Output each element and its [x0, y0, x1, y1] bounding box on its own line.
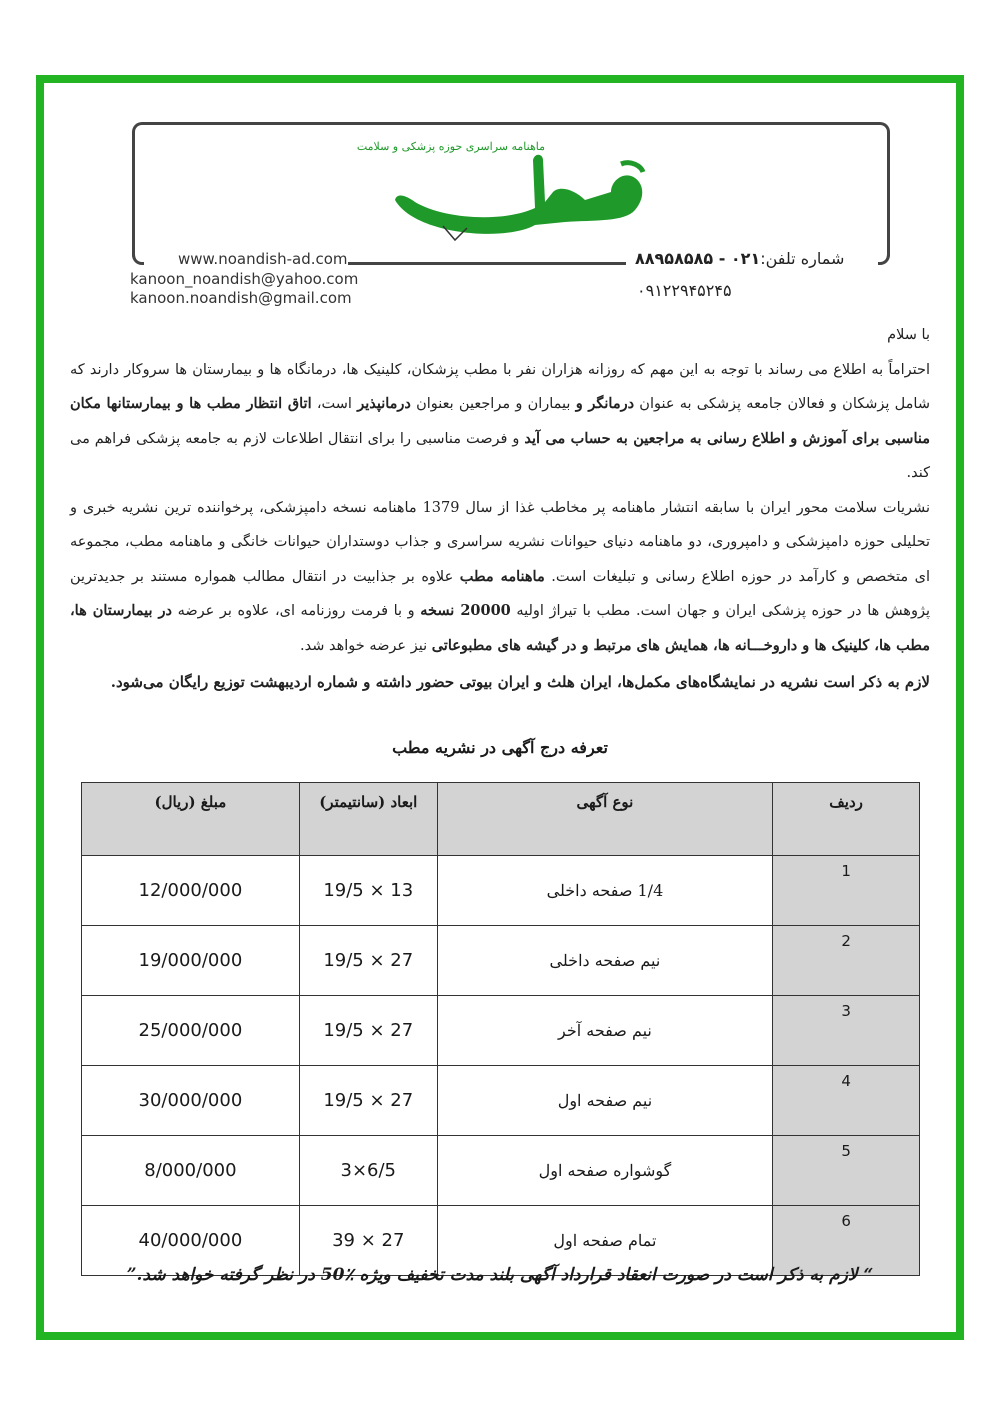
svg-text:ماهنامه سراسری حوزه پزشکی و سل: ماهنامه سراسری حوزه پزشکی و سلامت: [356, 140, 545, 153]
cell-ad-type: 1/4 صفحه داخلی: [437, 856, 773, 926]
cell-price: 40/000/000: [82, 1206, 300, 1276]
cell-dimensions: 27 × 19/5: [299, 926, 437, 996]
header-dimensions: ابعاد (سانتیمتر): [299, 783, 437, 856]
email-gmail[interactable]: kanoon.noandish@gmail.com: [130, 289, 352, 307]
table-row: [82, 926, 920, 996]
email-yahoo[interactable]: kanoon_noandish@yahoo.com: [130, 270, 359, 288]
paragraph-intro: احتراماً به اطلاع می رساند با توجه به این مهم که روزانه هزاران نفر با مطب پزشکان، کلینیک ها، درمانگاه ها و بیمارستان ها سروکار دارند که شامل پزشکان و فعالان جامعه پزشکی به عنوان درمانگر و بیماران و مراجعین بعنوان درمانپذیر است، اتاق انتظار مطب ها و بیمارستانها مکان مناسبی برای آموزش و اطلاع رسانی به مراجعین به حساب می آید و فرصت مناسبی را برای انتقال اطلاعات لازم به جامعه پزشکی فراهم می کند.: [70, 361, 931, 481]
pricing-table: [81, 782, 920, 1276]
phone-label: شماره تلفن:: [760, 249, 845, 268]
phone-number: ۰۲۱ - ۸۸۹۵۸۵۸۵: [635, 249, 761, 268]
cell-row-number: 6: [773, 1206, 920, 1276]
letter-body: [70, 318, 930, 700]
cell-price: 25/000/000: [82, 996, 300, 1066]
paragraph-publisher: نشریات سلامت محور ایران با سابقه انتشار ماهنامه پر مخاطب غذا از سال 1379 ماهنامه نسخه دامپزشکی، پرخواننده ترین نشریه خبری و تحلیلی حوزه دامپزشکی و دامپروری، دو ماهنامه دنیای حیوانات نشریه سراسری و جذاب دوستداران حیوانات خانگی و ماهنامه مطب، مجموعه ای متخصص و کارآمد در حوزه اطلاع رسانی و تبلیغات است. ماهنامه مطب علاوه بر جذابیت در انتقال مطالب همواره مستند بر جدیدترین پژوهش ها در حوزه پزشکی ایران و جهان است. مطب با تیراژ اولیه 20000 نسخه و با فرمت روزنامه ای، علاوه بر عرضه در بیمارستان ها، مطب ها، کلینیک ها و داروخـــانه ها، همایش های مرتبط و در گیشه های مطبوعاتی نیز عرضه خواهد شد.: [70, 499, 930, 654]
table-row: [82, 856, 920, 926]
cell-ad-type: نیم صفحه آخر: [437, 996, 773, 1066]
cell-dimensions: 27 × 19/5: [299, 1066, 437, 1136]
cell-row-number: 4: [773, 1066, 920, 1136]
greeting: با سلام: [887, 327, 930, 343]
website-text[interactable]: www.noandish-ad.com: [178, 250, 348, 268]
cell-row-number: 3: [773, 996, 920, 1066]
header-row-number: ردیف: [773, 783, 920, 856]
cell-dimensions: 13 × 19/5: [299, 856, 437, 926]
cell-dimensions: 27 × 39: [299, 1206, 437, 1276]
cell-price: 19/000/000: [82, 926, 300, 996]
cell-price: 30/000/000: [82, 1066, 300, 1136]
discount-note: “ لازم به ذکر است در صورت انعقاد قرارداد آگهی بلند مدت تخفیف ویژه ٪50 در نظر گرفته خواهد شد.”: [126, 1265, 874, 1285]
cell-ad-type: نیم صفحه اول: [437, 1066, 773, 1136]
cell-price: 12/000/000: [82, 856, 300, 926]
table-row: [82, 996, 920, 1066]
cell-row-number: 5: [773, 1136, 920, 1206]
cell-row-number: 2: [773, 926, 920, 996]
cell-dimensions: 27 × 19/5: [299, 996, 437, 1066]
contact-emails: [130, 270, 358, 308]
header-price: مبلغ (ریال): [82, 783, 300, 856]
cell-dimensions: 6/5×3: [299, 1136, 437, 1206]
matab-logo: [356, 130, 665, 250]
cell-price: 8/000/000: [82, 1136, 300, 1206]
table-row: [82, 1066, 920, 1136]
cell-ad-type: نیم صفحه داخلی: [437, 926, 773, 996]
phone-line: [635, 249, 844, 268]
table-header-row: [82, 783, 920, 856]
cell-ad-type: گوشواره صفحه اول: [437, 1136, 773, 1206]
table-row: [82, 1136, 920, 1206]
svg-text:مطب: مطب: [475, 188, 478, 189]
cell-ad-type: تمام صفحه اول: [437, 1206, 773, 1276]
cell-row-number: 1: [773, 856, 920, 926]
mobile-number: ۰۹۱۲۲۹۴۵۲۴۵: [637, 281, 732, 300]
exhibition-notice: لازم به ذکر است نشریه در نمایشگاه‌های مکمل‌ها، ایران هلث و ایران بیوتی حضور داشته و شماره اردیبهشت توزیع رایگان می‌شود.: [110, 673, 930, 691]
header-ad-type: نوع آگهی: [437, 783, 773, 856]
table-title: تعرفه درج آگهی در نشریه مطب: [392, 738, 608, 757]
